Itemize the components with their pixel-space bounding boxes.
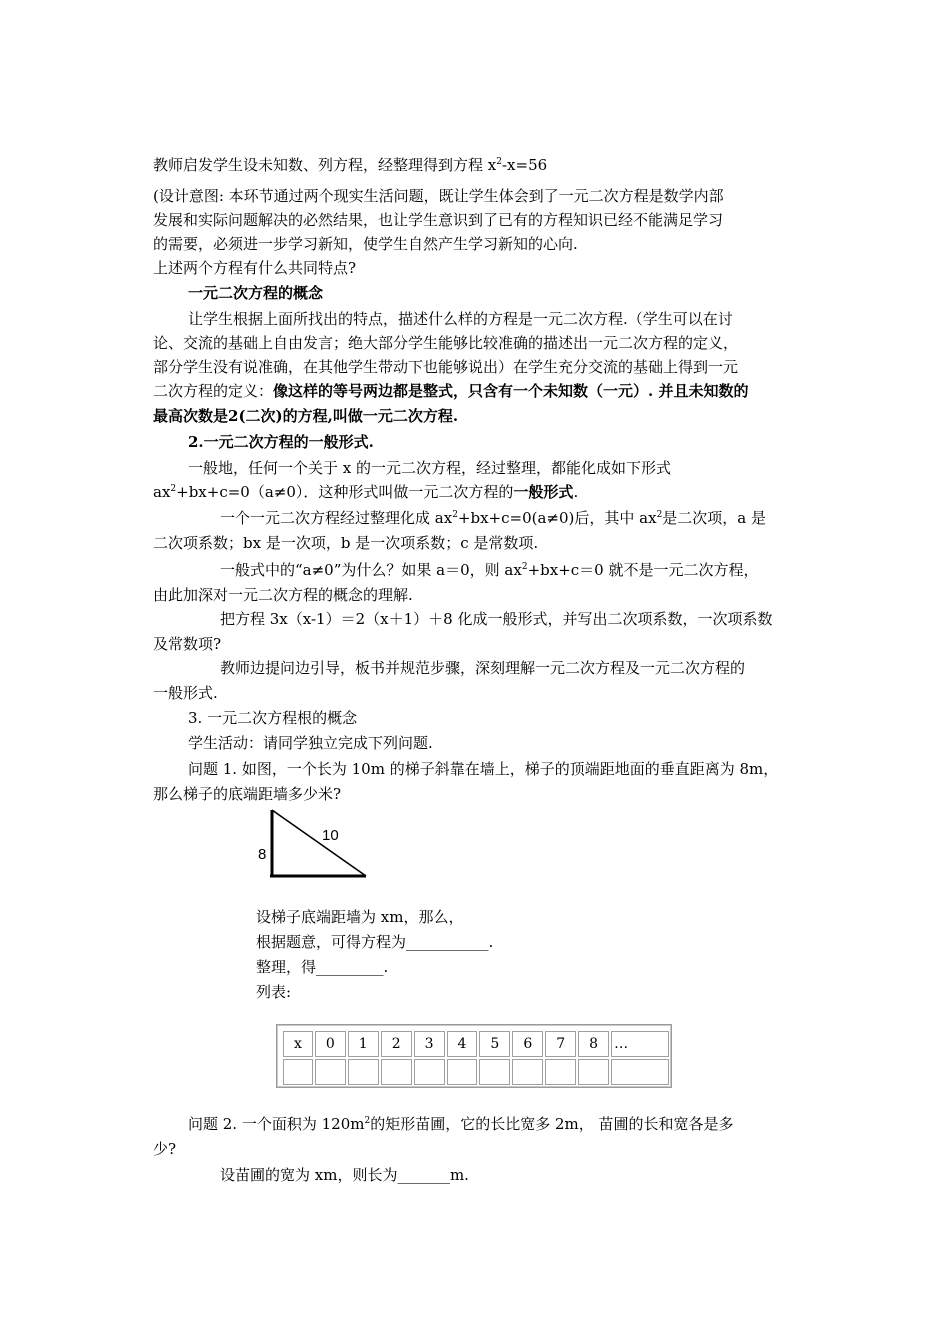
paragraph-line: 一般式中的“a≠0”为什么？如果 a＝0，则 $ax^2+bx+c=0$ 就不是一元二次方程， bbox=[220, 561, 759, 579]
table-cell: 3 bbox=[414, 1031, 445, 1057]
paragraph-line: 问题 2. 一个面积为 $120m^2$的矩形苗圃，它的长比宽多 2m， 苗圃的长和宽各是多 bbox=[188, 1115, 734, 1133]
table-cell: 8 bbox=[578, 1031, 609, 1057]
table-cell bbox=[414, 1059, 445, 1085]
table-cell bbox=[348, 1059, 379, 1085]
paragraph-line: 及常数项? bbox=[153, 635, 222, 653]
paragraph-line: 一般地，任何一个关于 x 的一元二次方程，经过整理，都能化成如下形式 bbox=[188, 459, 671, 477]
section-heading: 2.一元二次方程的一般形式. bbox=[188, 433, 374, 451]
table-row bbox=[283, 1031, 669, 1057]
paragraph-line: 一般形式. bbox=[153, 684, 218, 702]
table-cell bbox=[611, 1059, 669, 1085]
paragraph-line: 问题 1. 如图，一个长为 10m 的梯子斜靠在墙上，梯子的顶端距地面的垂直距离为 8m， bbox=[188, 760, 779, 778]
table-cell bbox=[381, 1059, 412, 1085]
table-cell bbox=[447, 1059, 478, 1085]
table-cell bbox=[283, 1059, 313, 1085]
table-cell: … bbox=[611, 1031, 669, 1057]
table-cell: 1 bbox=[348, 1031, 379, 1057]
paragraph-line: 少? bbox=[153, 1140, 177, 1158]
paragraph-line: 让学生根据上面所找出的特点，描述什么样的方程是一元二次方程.（学生可以在讨 bbox=[188, 310, 733, 328]
section-heading: 一元二次方程的概念 bbox=[188, 284, 324, 302]
side-label: 8 bbox=[258, 846, 267, 863]
paragraph-line: $ax^2+bx+c=0(a\ne 0)$．这种形式叫做一元二次方程的一般形式. bbox=[153, 483, 579, 501]
paragraph-line: 由此加深对一元二次方程的概念的理解. bbox=[153, 586, 413, 604]
paragraph-line: 整理，得_________. bbox=[256, 958, 389, 976]
table-cell: 6 bbox=[512, 1031, 543, 1057]
paragraph-line: 论、交流的基础上自由发言；绝大部分学生能够比较准确的描述出一元二次方程的定义， bbox=[153, 334, 739, 352]
paragraph-line: 发展和实际问题解决的必然结果，也让学生意识到了已有的方程知识已经不能满足学习 bbox=[153, 211, 724, 229]
paragraph-line: 把方程 3x（x-1）＝2（x＋1）＋8 化成一般形式，并写出二次项系数，一次项系数 bbox=[220, 610, 773, 628]
paragraph-line: 教师启发学生设未知数、列方程，经整理得到方程 $x^2-x=56$ bbox=[153, 156, 548, 174]
table-row bbox=[283, 1059, 669, 1085]
paragraph-line: 列表: bbox=[256, 983, 292, 1001]
paragraph-line: 教师边提问边引导，板书并规范步骤，深刻理解一元二次方程及一元二次方程的 bbox=[220, 659, 746, 677]
paragraph-line: (设计意图: 本环节通过两个现实生活问题，既让学生体会到了一元二次方程是数学内部 bbox=[153, 187, 724, 205]
table-cell bbox=[479, 1059, 510, 1085]
paragraph-line: 二次方程的定义：像这样的等号两边都是整式，只含有一个未知数（一元）. 并且未知数的 bbox=[153, 382, 749, 400]
hypotenuse-label: 10 bbox=[322, 827, 339, 844]
paragraph-line: 那么梯子的底端距墙多少米? bbox=[153, 785, 342, 803]
values-table bbox=[276, 1024, 672, 1088]
table-cell: 4 bbox=[447, 1031, 478, 1057]
paragraph-line: 一个一元二次方程经过整理化成 $ax^2+bx+c=0(a\ne 0)$后，其中 $ax^2$是二次项，a 是 bbox=[220, 509, 767, 527]
table-cell bbox=[545, 1059, 576, 1085]
ladder-hypotenuse bbox=[272, 810, 366, 876]
section-heading: 3. 一元二次方程根的概念 bbox=[188, 709, 358, 727]
paragraph-line: 的需要，必须进一步学习新知，使学生自然产生学习新知的心向. bbox=[153, 235, 578, 253]
paragraph-line: 根据题意，可得方程为___________. bbox=[256, 933, 494, 951]
paragraph-line: 设苗圃的宽为 xm，则长为_______m. bbox=[220, 1166, 469, 1184]
table-cell: 5 bbox=[479, 1031, 510, 1057]
paragraph-line: 最高次数是2(二次)的方程,叫做一元二次方程. bbox=[153, 407, 459, 425]
paragraph-line: 部分学生没有说准确，在其他学生带动下也能够说出）在学生充分交流的基础上得到一元 bbox=[153, 358, 739, 376]
table-cell bbox=[315, 1059, 346, 1085]
table-cell bbox=[512, 1059, 543, 1085]
paragraph-line: 二次项系数；bx 是一次项，b 是一次项系数；c 是常数项. bbox=[153, 534, 539, 552]
paragraph-line: 上述两个方程有什么共同特点? bbox=[153, 259, 357, 277]
table-cell: 0 bbox=[315, 1031, 346, 1057]
table-cell: 2 bbox=[381, 1031, 412, 1057]
paragraph-line: 学生活动：请同学独立完成下列问题. bbox=[188, 734, 433, 752]
ladder-triangle-figure bbox=[248, 808, 378, 884]
table-cell: x bbox=[283, 1031, 313, 1057]
table-cell: 7 bbox=[545, 1031, 576, 1057]
table-cell bbox=[578, 1059, 609, 1085]
paragraph-line: 设梯子底端距墙为 xm，那么， bbox=[256, 908, 464, 926]
